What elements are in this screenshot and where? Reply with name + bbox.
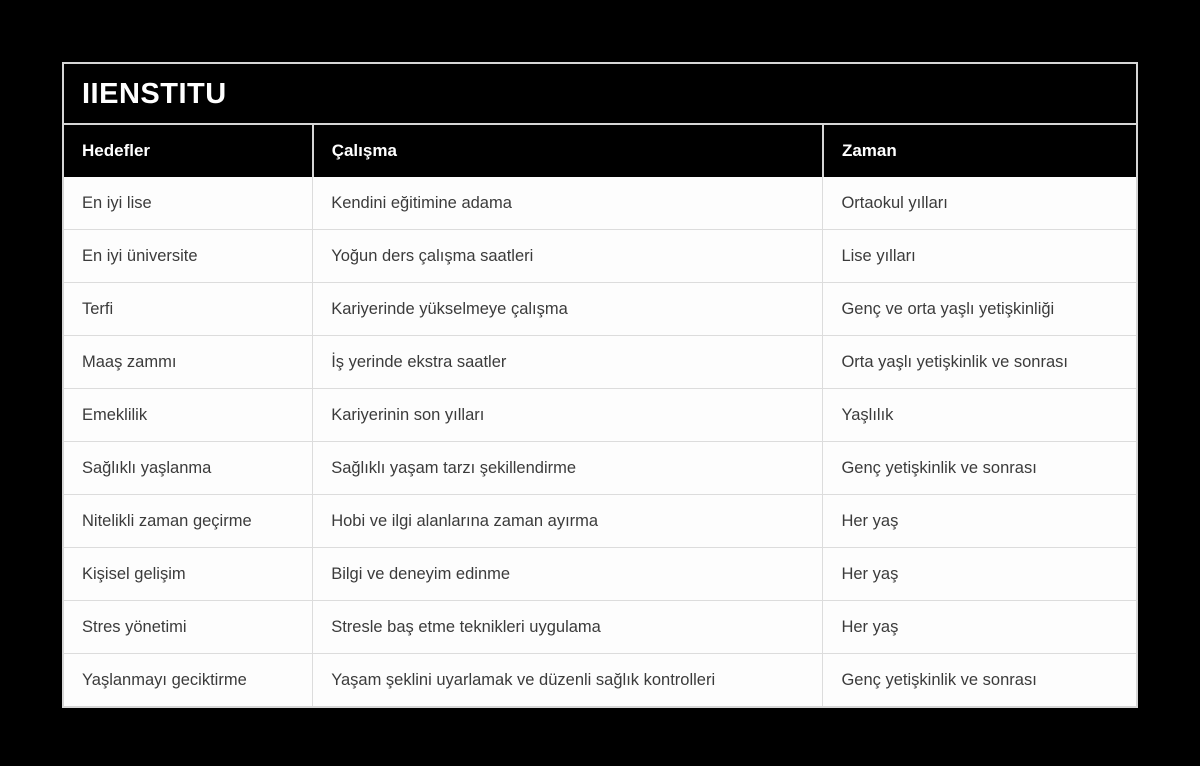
cell-calisma: Kariyerinde yükselmeye çalışma: [313, 283, 823, 336]
cell-hedefler: Stres yönetimi: [64, 601, 313, 654]
cell-zaman: Her yaş: [823, 601, 1136, 654]
goals-table: [64, 125, 1136, 706]
cell-calisma: Kariyerinin son yılları: [313, 389, 823, 442]
table-header: [64, 125, 1136, 177]
table-row: [64, 336, 1136, 389]
cell-hedefler: En iyi lise: [64, 177, 313, 230]
cell-zaman: Her yaş: [823, 495, 1136, 548]
cell-hedefler: Nitelikli zaman geçirme: [64, 495, 313, 548]
brand-title: IIENSTITU: [82, 78, 227, 110]
table-row: [64, 283, 1136, 336]
cell-zaman: Genç yetişkinlik ve sonrası: [823, 654, 1136, 707]
table-row: [64, 548, 1136, 601]
cell-calisma: Yoğun ders çalışma saatleri: [313, 230, 823, 283]
card-title-bar: [64, 64, 1136, 125]
column-header-calisma: Çalışma: [313, 125, 823, 177]
cell-zaman: Her yaş: [823, 548, 1136, 601]
cell-hedefler: Yaşlanmayı geciktirme: [64, 654, 313, 707]
column-header-zaman: Zaman: [823, 125, 1136, 177]
cell-calisma: Kendini eğitimine adama: [313, 177, 823, 230]
cell-hedefler: Maaş zammı: [64, 336, 313, 389]
cell-calisma: Bilgi ve deneyim edinme: [313, 548, 823, 601]
cell-calisma: Stresle baş etme teknikleri uygulama: [313, 601, 823, 654]
cell-calisma: Yaşam şeklini uyarlamak ve düzenli sağlık kontrolleri: [313, 654, 823, 707]
table-row: [64, 230, 1136, 283]
cell-zaman: Genç yetişkinlik ve sonrası: [823, 442, 1136, 495]
cell-hedefler: Terfi: [64, 283, 313, 336]
table-row: [64, 389, 1136, 442]
cell-hedefler: Emeklilik: [64, 389, 313, 442]
cell-calisma: İş yerinde ekstra saatler: [313, 336, 823, 389]
cell-zaman: Yaşlılık: [823, 389, 1136, 442]
cell-hedefler: En iyi üniversite: [64, 230, 313, 283]
table-row: [64, 177, 1136, 230]
cell-zaman: Ortaokul yılları: [823, 177, 1136, 230]
cell-zaman: Genç ve orta yaşlı yetişkinliği: [823, 283, 1136, 336]
cell-calisma: Hobi ve ilgi alanlarına zaman ayırma: [313, 495, 823, 548]
cell-hedefler: Kişisel gelişim: [64, 548, 313, 601]
table-row: [64, 654, 1136, 707]
header-row: [64, 125, 1136, 177]
table-row: [64, 495, 1136, 548]
table-row: [64, 442, 1136, 495]
column-header-hedefler: Hedefler: [64, 125, 313, 177]
table-body: [64, 177, 1136, 706]
cell-calisma: Sağlıklı yaşam tarzı şekillendirme: [313, 442, 823, 495]
cell-zaman: Orta yaşlı yetişkinlik ve sonrası: [823, 336, 1136, 389]
table-row: [64, 601, 1136, 654]
cell-zaman: Lise yılları: [823, 230, 1136, 283]
cell-hedefler: Sağlıklı yaşlanma: [64, 442, 313, 495]
table-card: [62, 62, 1138, 708]
